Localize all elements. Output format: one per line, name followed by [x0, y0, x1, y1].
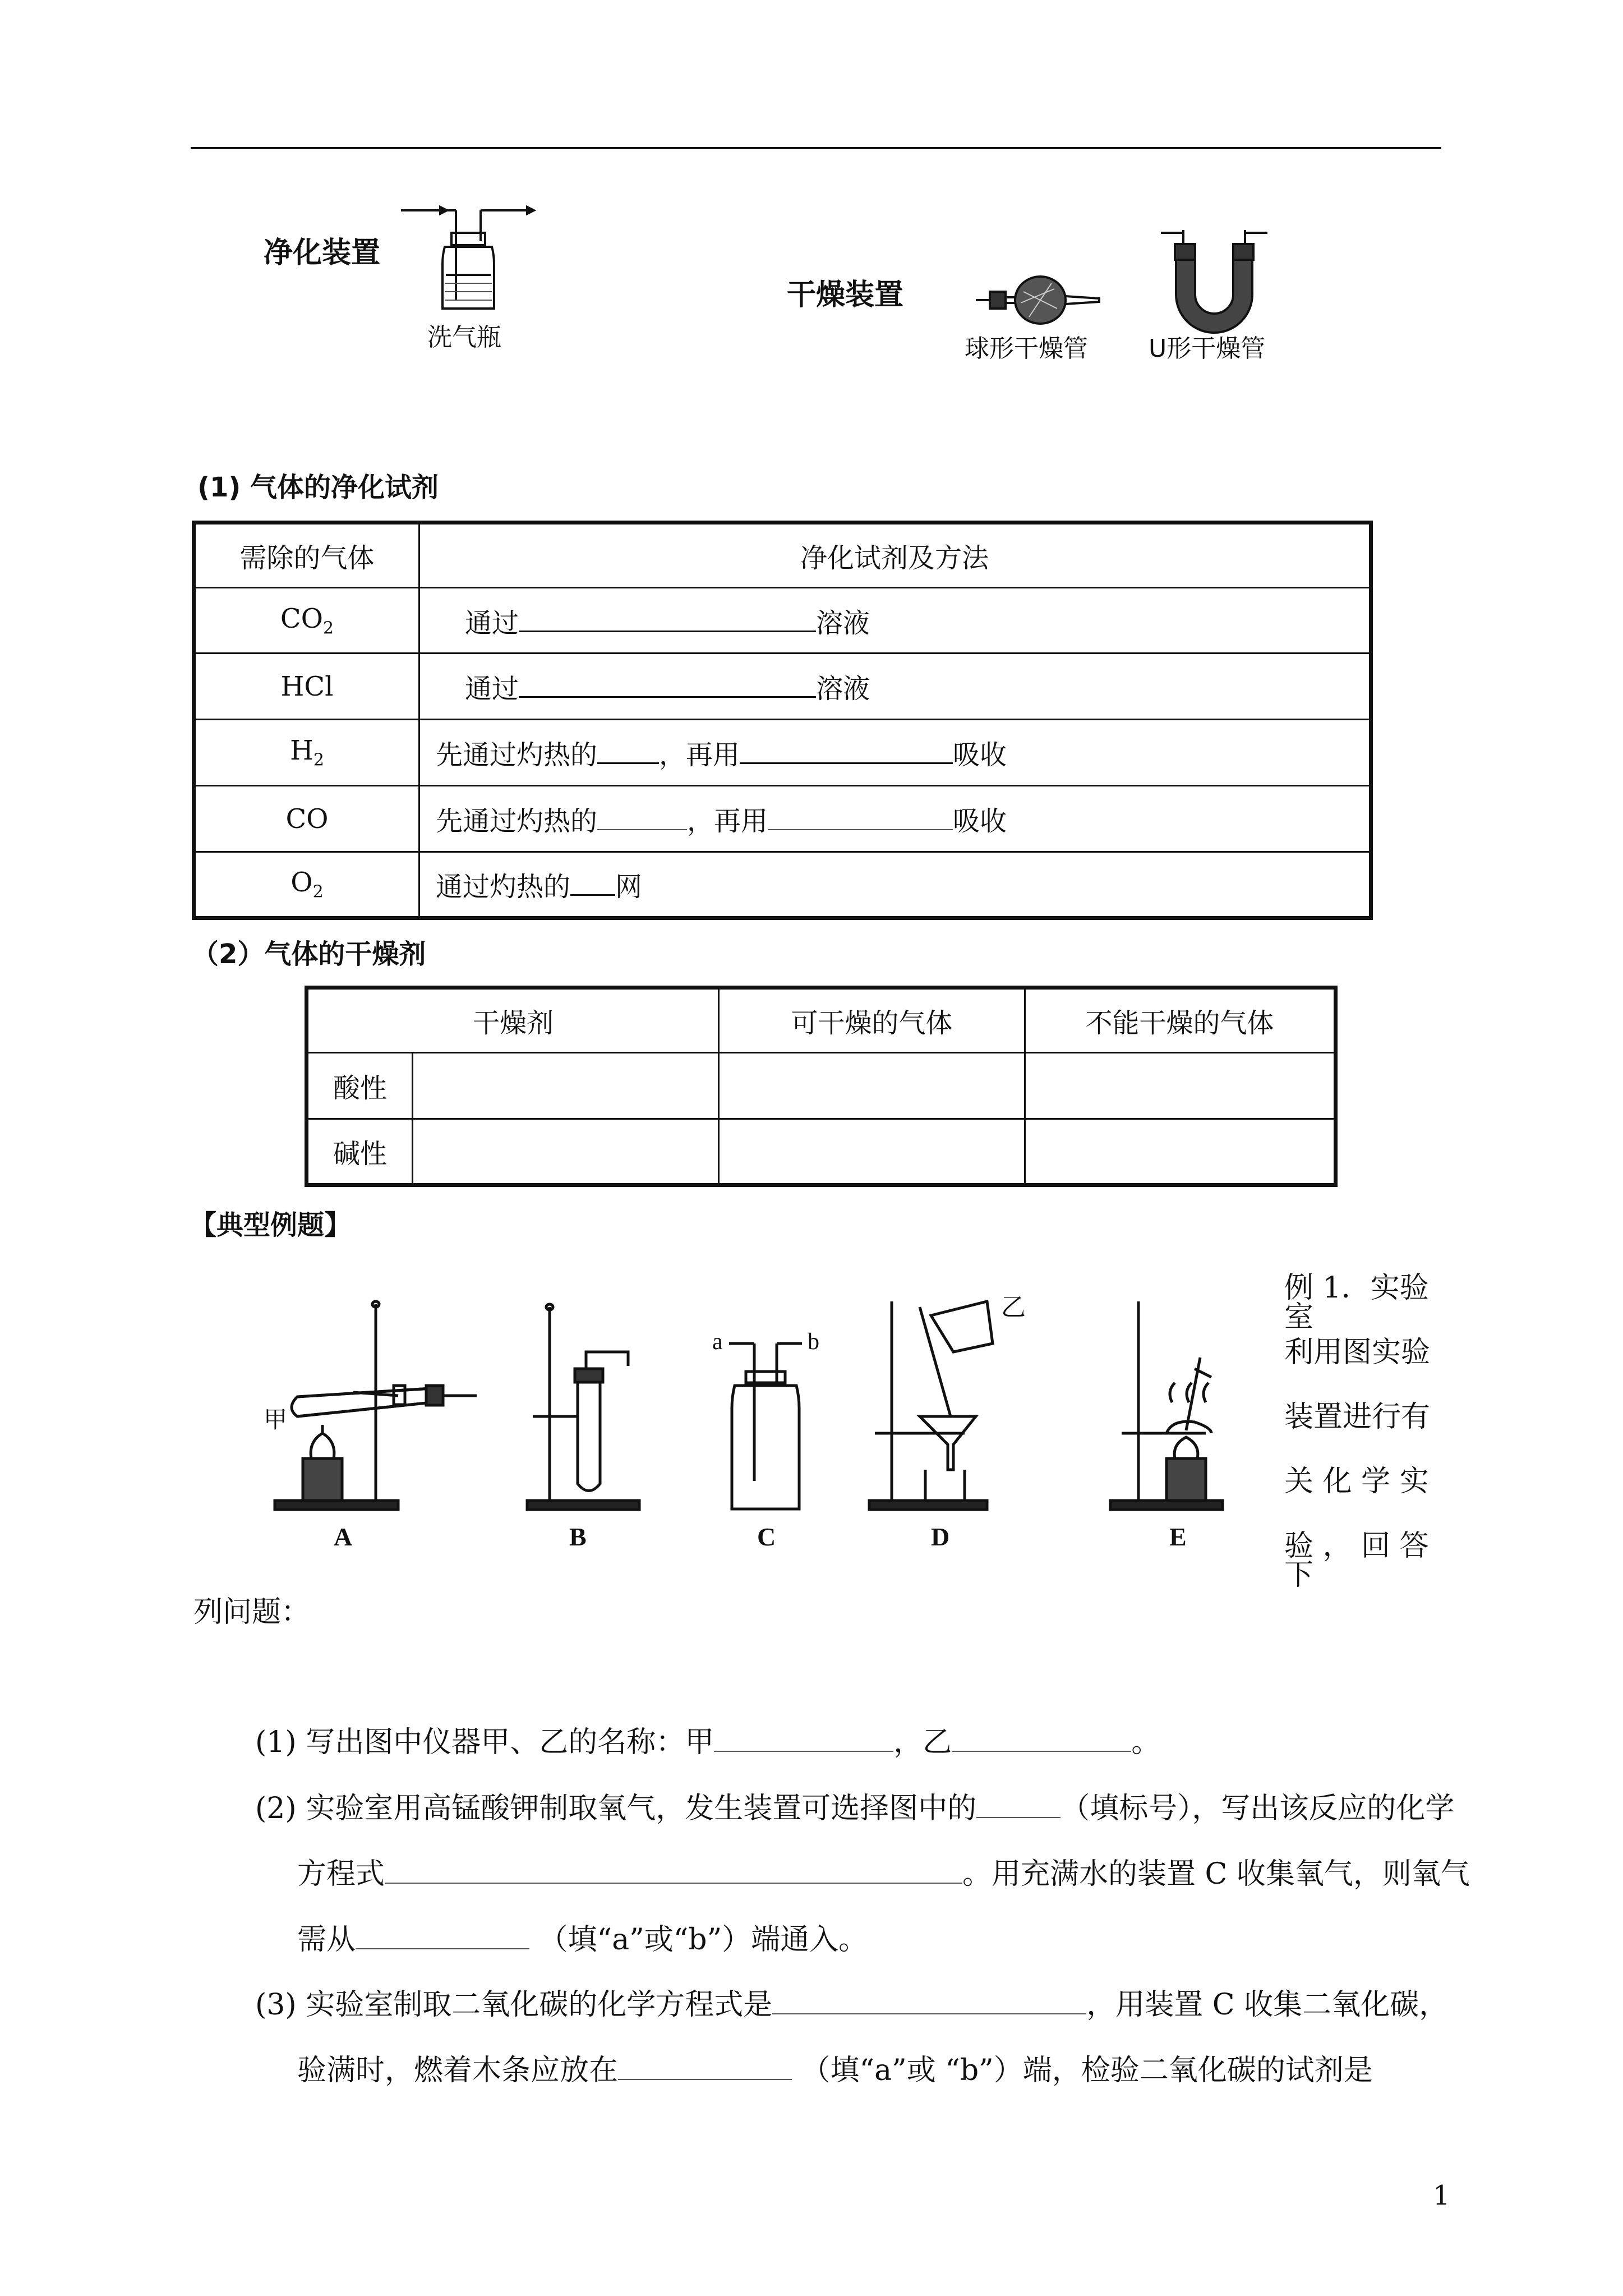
ball-tube-caption: 球形干燥管	[965, 334, 1088, 363]
blank[interactable]	[356, 1926, 529, 1949]
table-row	[307, 1119, 1336, 1185]
ball-drying-tube-icon	[973, 269, 1102, 331]
example-heading: 【典型例题】	[190, 1209, 352, 1241]
blank[interactable]	[597, 807, 687, 830]
gas-cell: CO	[194, 786, 419, 852]
col-header-desiccant: 干燥剂	[307, 988, 719, 1053]
example-cont: 列问题：	[193, 1595, 311, 1629]
wash-bottle-icon	[395, 202, 541, 314]
page-number: 1	[1433, 2180, 1450, 2211]
question-3: (3) 实验室制取二氧化碳的化学方程式是 ，用装置 C 收集二氧化碳，	[255, 1988, 1449, 2022]
empty-cell[interactable]	[719, 1119, 1025, 1185]
gas-cell: $CO_2$	[194, 588, 419, 654]
table-row	[194, 654, 1371, 720]
blank[interactable]	[768, 807, 953, 830]
col-header-gas: 需除的气体	[194, 523, 419, 588]
u-tube-caption: U形干燥管	[1149, 334, 1266, 363]
question-3-line2: 验满时，燃着木条应放在 （填“a”或 “b”）端，检验二氧化碳的试剂是	[297, 2054, 1373, 2087]
blank[interactable]	[519, 674, 816, 698]
gas-cell: $O_2$	[194, 852, 419, 918]
reagent-cell: 先通过灼热的 ，再用 吸收	[419, 720, 1371, 786]
blank[interactable]	[772, 1991, 1086, 2014]
blank[interactable]	[618, 2056, 792, 2080]
port-b-label: b	[808, 1329, 819, 1355]
gas-cell: HCl	[194, 654, 419, 720]
col-header-dryable: 可干燥的气体	[719, 988, 1025, 1053]
basic-label: 碱性	[307, 1119, 413, 1185]
empty-cell[interactable]	[413, 1119, 719, 1185]
blank[interactable]	[597, 740, 659, 764]
empty-cell[interactable]	[413, 1053, 719, 1119]
blank[interactable]	[714, 1728, 893, 1752]
reagent-cell: 先通过灼热的 ，再用 吸收	[419, 786, 1371, 852]
blank[interactable]	[952, 1728, 1131, 1752]
table-row	[194, 852, 1371, 918]
blank[interactable]	[570, 872, 615, 896]
table-row	[194, 720, 1371, 786]
wash-bottle-caption: 洗气瓶	[427, 323, 501, 352]
blank[interactable]	[976, 1795, 1061, 1818]
fig-label-c: C	[757, 1522, 776, 1551]
empty-cell[interactable]	[719, 1053, 1025, 1119]
port-a-label: a	[712, 1329, 723, 1355]
col-header-not-dryable: 不能干燥的气体	[1025, 988, 1336, 1053]
purification-table	[192, 521, 1373, 920]
table-row	[194, 588, 1371, 654]
table-row	[194, 786, 1371, 852]
reagent-cell: 通过 溶液	[419, 588, 1371, 654]
jia-label: 甲	[264, 1407, 288, 1433]
blank[interactable]	[385, 1860, 962, 1884]
question-2-line3: 需从 （填“a”或“b”）端通入。	[297, 1923, 868, 1957]
drying-table	[305, 986, 1338, 1187]
purify-title: 净化装置	[264, 236, 381, 270]
col-header-reagent: 净化试剂及方法	[419, 523, 1371, 588]
header-rule	[191, 147, 1441, 149]
apparatus-figure	[264, 1290, 1228, 1559]
empty-cell[interactable]	[1025, 1119, 1336, 1185]
question-2-line2: 方程式 。用充满水的装置 C 收集氧气，则氧气	[297, 1857, 1470, 1891]
fig-label-e: E	[1169, 1522, 1187, 1551]
yi-label: 乙	[1001, 1294, 1026, 1321]
blank[interactable]	[740, 740, 953, 764]
section2-title: （2）气体的干燥剂	[192, 938, 426, 970]
gas-cell: $H_2$	[194, 720, 419, 786]
table-row	[307, 1053, 1336, 1119]
reagent-cell: 通过灼热的 网	[419, 852, 1371, 918]
fig-label-b: B	[569, 1522, 587, 1551]
u-drying-tube-icon	[1158, 222, 1270, 334]
reagent-cell: 通过 溶液	[419, 654, 1371, 720]
fig-label-d: D	[931, 1522, 950, 1551]
empty-cell[interactable]	[1025, 1053, 1336, 1119]
fig-label-a: A	[334, 1522, 353, 1551]
blank[interactable]	[519, 608, 816, 632]
question-1: (1) 写出图中仪器甲、乙的名称：甲 ，乙 。	[255, 1726, 1161, 1759]
acidic-label: 酸性	[307, 1053, 413, 1119]
question-2: (2) 实验室用高锰酸钾制取氧气，发生装置可选择图中的 （填标号），写出该反应的化学	[255, 1792, 1455, 1825]
section1-title: (1) 气体的净化试剂	[197, 472, 439, 503]
dry-title: 干燥装置	[787, 278, 904, 312]
side-text: 例 1．实验室 利用图实验 装置进行有 关 化 学 实 验 ， 回 答 下	[1284, 1271, 1431, 1592]
